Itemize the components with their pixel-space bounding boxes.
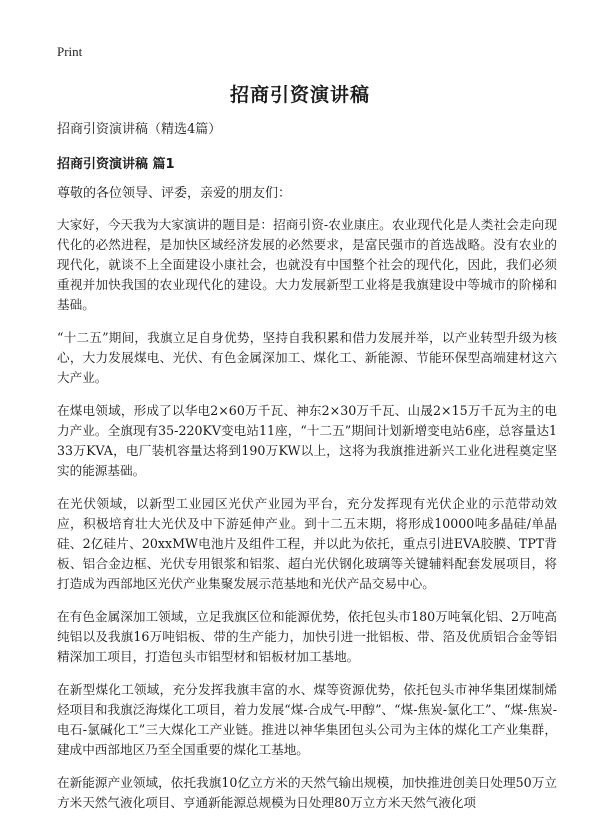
paragraph-coal-power: 在煤电领域，形成了以华电2×60万千瓦、神东2×30万千瓦、山晟2×15万千瓦为主的电力产业。全旗现有35-220KV变电站11座，“十二五”期间计划新增变电站6座，总容量达133万KVA，电厂装机容量达将到190万KW以上，这将为我旗推进新兴工业化进程奠定坚实的能源基础。 xyxy=(57,403,557,478)
page-title: 招商引资演讲稿 xyxy=(229,84,370,106)
paragraph-12th-five-year: “十二五”期间，我旗立足自身优势，坚持自我积累和借力发展并举，以产业转型升级为核心，大力发展煤电、光伏、有色金属深加工、煤化工、新能源、节能环保型高端建材这六大产业。 xyxy=(57,330,557,385)
section-heading: 招商引资演讲稿 篇1 xyxy=(57,157,175,172)
paragraph-coal-chemical: 在新型煤化工领域，充分发挥我旗丰富的水、煤等资源优势，依托包头市神华集团煤制烯烃项目和我旗泛海煤化工项目，着力发展“煤-合成气-甲醇”、“煤-焦炭-氯化工”、“煤-焦炭-电石-氯碱化工”三大煤化工产业链。推进以神华集团包头公司为主体的煤化工产业集群，建成中西部地区乃至全国重要的煤化工基地。 xyxy=(57,682,557,757)
print-link[interactable]: Print xyxy=(57,44,83,59)
greeting: 尊敬的各位领导、评委，亲爱的朋友们： xyxy=(57,186,292,201)
paragraph-photovoltaic: 在光伏领域，以新型工业园区光伏产业园为平台，充分发挥现有光伏企业的示范带动效应，积极培育壮大光伏及中下游延伸产业。到十二五末期，将形成10000吨多晶硅/单晶硅、2亿硅片、20xxMW电池片及组件工程，并以此为依托，重点引进EVA胶膜、TPT背板、铝合金边框、光伏专用银浆和铝浆、超白光伏钢化玻璃等关键辅料配套发展项目，将打造成为西部地区光伏产业集聚发展示范基地和光伏产品交易中心。 xyxy=(57,496,557,591)
document-body xyxy=(57,120,557,826)
paragraph-intro: 大家好，今天我为大家演讲的题目是：招商引资-农业康庄。农业现代化是人类社会走向现代化的必然进程，是加快区域经济发展的必然要求，是富民强市的首选战略。没有农业的现代化，就谈不上全面建设小康社会，也就没有中国整个社会的现代化，因此，我们必须重视并加快我国的农业现代化的建设。大力发展新型工业将是我旗建设中等城市的阶梯和基础。 xyxy=(57,217,557,312)
document-subtitle: 招商引资演讲稿（精选4篇） xyxy=(57,122,222,137)
paragraph-nonferrous-metal: 在有色金属深加工领域，立足我旗区位和能源优势，依托包头市180万吨氧化铝、2万吨高纯铝以及我旗16万吨铝板、带的生产能力，加快引进一批铝板、带、箔及优质铝合金等铝精深加工项目，打造包头市铝型材和铝板材加工基地。 xyxy=(57,609,557,664)
paragraph-new-energy: 在新能源产业领域，依托我旗10亿立方米的天然气输出规模，加快推进创美日处理50万立方米天然气液化项目、亨通新能源总规模为日处理80万立方米天然气液化项 xyxy=(57,775,557,810)
